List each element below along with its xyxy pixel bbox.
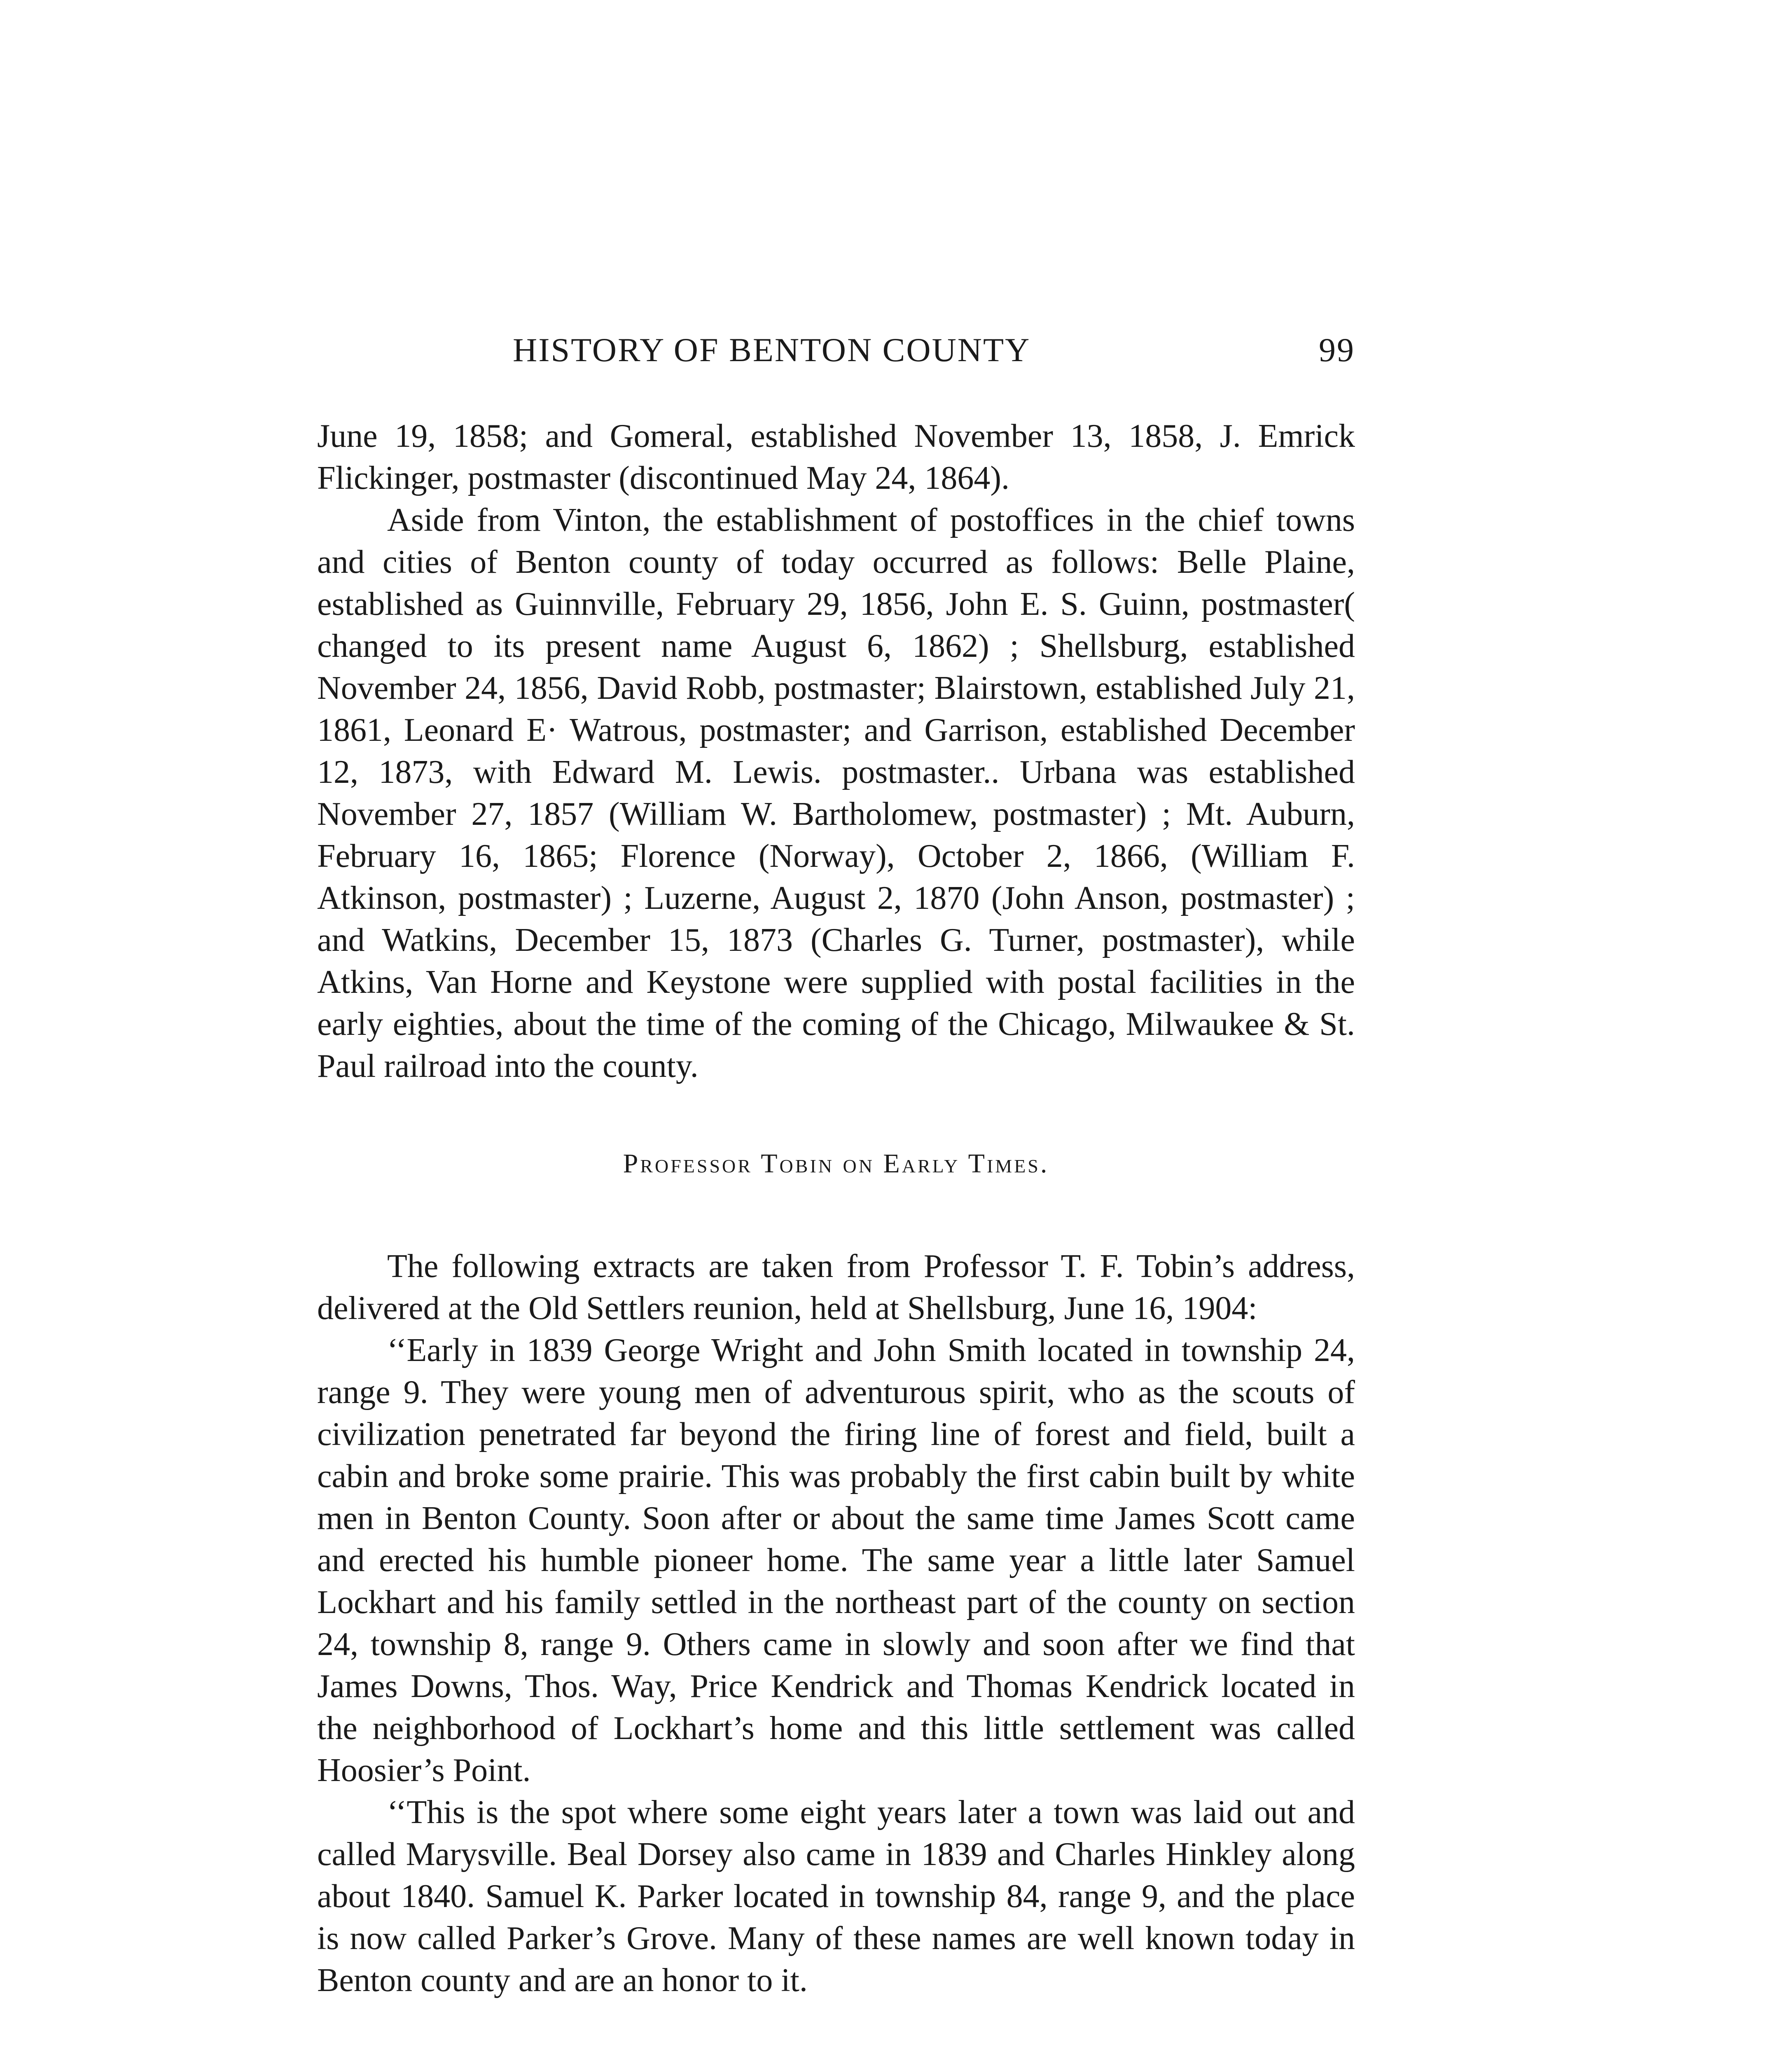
body-text (317, 415, 1355, 2001)
paragraph-early-settlers: ‘‘Early in 1839 George Wright and John Smith located in township 24, range 9. They were young men of adventurous spirit, who as the scouts of civilization penetrated far beyond the firing line of forest and field, built a cabin and broke some prairie. This was probably the first cabin built by white men in Benton County. Soon after or about the same time James Scott came and erected his humble pioneer home. The same year a little later Samuel Lockhart and his family settled in the northeast part of the county on section 24, township 8, range 9. Others came in slowly and soon after we find that James Downs, Thos. Way, Price Kendrick and Thomas Kendrick located in the neighborhood of Lockhart’s home and this little settlement was called Hoosier’s Point. (317, 1332, 1355, 1788)
running-head (317, 329, 1355, 371)
section-heading: Professor Tobin on Early Times. (623, 1149, 1049, 1179)
page-number: 99 (1319, 331, 1355, 369)
paragraph-continuation: June 19, 1858; and Gomeral, established November 13, 1858, J. Emrick Flickinger, postmaster (discontinued May 24, 1864). (317, 418, 1355, 496)
paragraph-postoffices: Aside from Vinton, the establishment of postoffices in the chief towns and cities of Benton county of today occurred as follows: Belle Plaine, established as Guinnville, February 29, 1856, John E. S. Guinn, postmaster( changed to its present name August 6, 1862) ; Shellsburg, established November 24, 1856, David Robb, postmaster; Blairstown, established July 21, 1861, Leonard E· Watrous, postmaster; and Garrison, established December 12, 1873, with Edward M. Lewis. postmaster.. Urbana was established November 27, 1857 (William W. Bartholomew, postmaster) ; Mt. Auburn, February 16, 1865; Florence (Norway), October 2, 1866, (William F. Atkinson, postmaster) ; Luzerne, August 2, 1870 (John Anson, postmaster) ; and Watkins, December 15, 1873 (Charles G. Turner, postmaster), while Atkins, Van Horne and Keystone were supplied with postal facilities in the early eighties, about the time of the coming of the Chicago, Milwaukee & St. Paul railroad into the county. (317, 502, 1355, 1084)
paragraph-marysville: ‘‘This is the spot where some eight years later a town was laid out and called Marysville. Beal Dorsey also came in 1839 and Charles Hinkley along about 1840. Samuel K. Parker located in township 84, range 9, and the place is now called Parker’s Grove. Many of these names are well known today in Benton county and are an honor to it. (317, 1794, 1355, 1998)
paragraph-extracts-intro: The following extracts are taken from Professor T. F. Tobin’s address, delivered at the Old Settlers reunion, held at Shellsburg, June 16, 1904: (317, 1248, 1355, 1326)
running-head-title: HISTORY OF BENTON COUNTY (513, 331, 1031, 369)
